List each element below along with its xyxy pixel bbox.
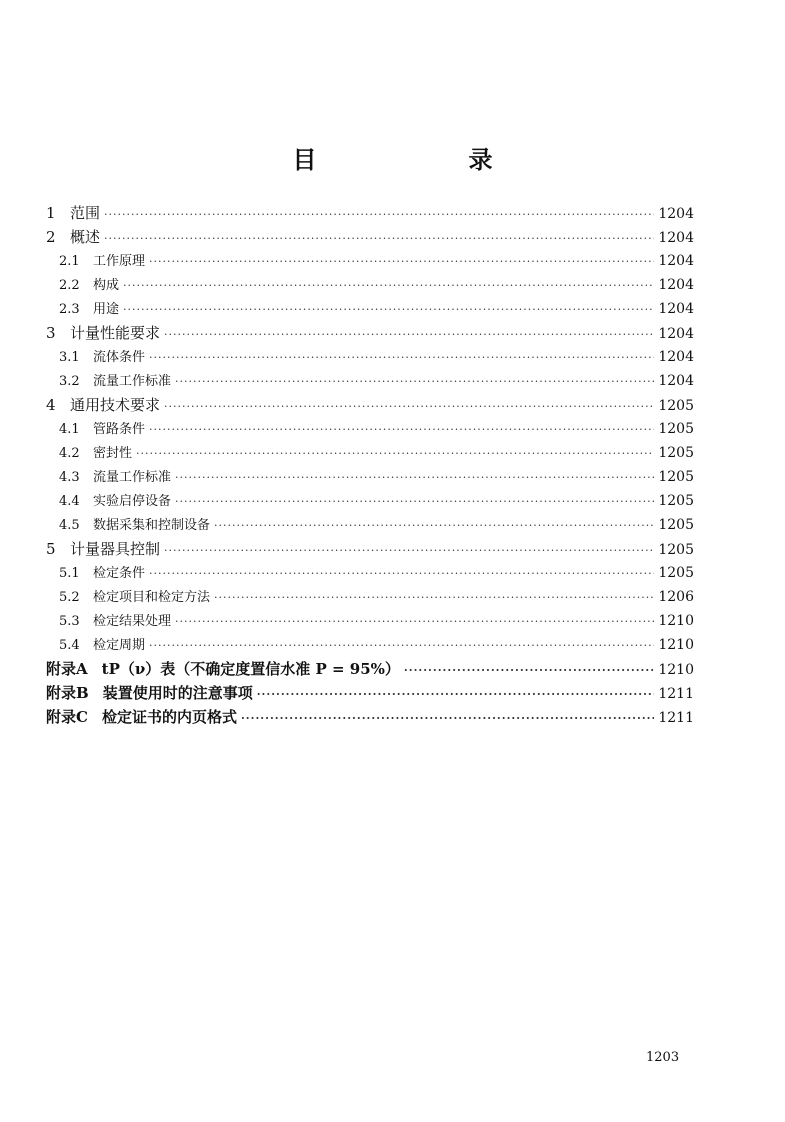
toc-entry-label: 计量器具控制 (70, 540, 161, 558)
toc-entry-page: 1204 (658, 230, 694, 246)
toc-entry[interactable] (46, 465, 694, 489)
toc-entry[interactable] (46, 297, 694, 321)
toc-entry-label: 工作原理 (93, 254, 146, 269)
toc-entry-number: 4.2 (59, 446, 80, 461)
toc-entry-label: 计量性能要求 (70, 324, 161, 342)
toc-entry-page: 1204 (658, 301, 694, 317)
toc-entry-label: 流体条件 (93, 350, 146, 365)
toc-entry-label: 检定条件 (93, 566, 146, 581)
toc-entry[interactable] (46, 633, 694, 657)
toc-entry-page: 1206 (658, 589, 694, 605)
toc-entry-label: 管路条件 (93, 422, 146, 437)
dot-leader (257, 683, 655, 705)
toc-entry-page: 1205 (658, 445, 694, 461)
dot-leader (175, 490, 654, 513)
dot-leader (123, 298, 654, 321)
dot-leader (404, 659, 654, 681)
toc-entry-page: 1204 (658, 373, 694, 389)
toc-entry-number: 4.3 (59, 470, 80, 485)
toc-entry-label: 密封性 (93, 446, 133, 461)
toc-entry[interactable] (46, 537, 694, 561)
toc-entry-number: 3 (46, 324, 56, 342)
dot-leader (104, 203, 654, 225)
dot-leader (175, 466, 654, 489)
toc-entry[interactable] (46, 489, 694, 513)
dot-leader (175, 370, 654, 393)
toc-appendix-entry[interactable] (46, 681, 694, 705)
toc-entry-label: 数据采集和控制设备 (93, 518, 211, 533)
toc-entry-page: 1204 (658, 277, 694, 293)
toc-entry-page: 1204 (658, 253, 694, 269)
toc-entry-page: 1205 (658, 469, 694, 485)
toc-entry-label: 检定结果处理 (93, 614, 172, 629)
toc-entry[interactable] (46, 417, 694, 441)
toc-entry-number: 4 (46, 396, 56, 414)
toc-entry-number: 5.2 (59, 590, 80, 605)
dot-leader (164, 323, 654, 345)
toc-entry-label: 检定周期 (93, 638, 146, 653)
toc-entry-number: 3.1 (59, 350, 80, 365)
toc-entry-number: 5.1 (59, 566, 80, 581)
toc-entry-label: 装置使用时的注意事项 (102, 684, 253, 702)
dot-leader (175, 610, 654, 633)
dot-leader (149, 250, 654, 273)
toc-entry-number: 附录A (46, 660, 88, 678)
toc-entry-label: 检定项目和检定方法 (93, 590, 211, 605)
toc-appendix-entry[interactable] (46, 657, 694, 681)
toc-entry-number: 5 (46, 540, 56, 558)
toc-entry-number: 附录C (46, 708, 88, 726)
toc-entry-page: 1205 (658, 565, 694, 581)
toc-entry-label: 流量工作标准 (93, 470, 172, 485)
dot-leader (136, 442, 654, 465)
toc-entry-page: 1205 (658, 398, 694, 414)
toc-entry-page: 1211 (658, 710, 694, 726)
toc-entry-label: 检定证书的内页格式 (101, 708, 237, 726)
toc-entry[interactable] (46, 393, 694, 417)
toc-entry[interactable] (46, 513, 694, 537)
toc-entry-page: 1211 (658, 686, 694, 702)
dot-leader (241, 707, 654, 729)
toc-entry-page: 1204 (658, 206, 694, 222)
toc-entry-number: 2 (46, 228, 56, 246)
toc-entry-number: 3.2 (59, 374, 80, 389)
page-title: 目 录 (292, 146, 557, 174)
toc-entry-number: 4.4 (59, 494, 80, 509)
toc-entry[interactable] (46, 225, 694, 249)
dot-leader (149, 418, 654, 441)
toc-entry[interactable] (46, 609, 694, 633)
toc-entry-label: 概述 (70, 228, 101, 246)
toc-entry[interactable] (46, 369, 694, 393)
toc-entry[interactable] (46, 441, 694, 465)
page-number: 1203 (646, 1050, 680, 1065)
toc-entry-number: 2.1 (59, 254, 80, 269)
toc-entry-page: 1204 (658, 349, 694, 365)
toc-entry-number: 附录B (46, 684, 89, 702)
toc-entry-number: 1 (46, 204, 56, 222)
toc-entry-page: 1205 (658, 517, 694, 533)
toc-entry-label: 构成 (93, 278, 120, 293)
dot-leader (149, 634, 654, 657)
table-of-contents (46, 201, 694, 729)
toc-entry-label: 实验启停设备 (93, 494, 172, 509)
toc-entry-page: 1210 (658, 662, 694, 678)
toc-entry[interactable] (46, 249, 694, 273)
dot-leader (149, 562, 654, 585)
dot-leader (104, 227, 654, 249)
dot-leader (214, 586, 654, 609)
toc-entry-page: 1210 (658, 637, 694, 653)
toc-entry-number: 4.5 (59, 518, 80, 533)
toc-appendix-entry[interactable] (46, 705, 694, 729)
toc-entry-page: 1205 (658, 493, 694, 509)
toc-entry-number: 4.1 (59, 422, 80, 437)
toc-entry-page: 1210 (658, 613, 694, 629)
toc-entry-number: 2.2 (59, 278, 80, 293)
toc-entry-page: 1205 (658, 421, 694, 437)
toc-entry-page: 1205 (658, 542, 694, 558)
dot-leader (123, 274, 654, 297)
toc-entry-label: 范围 (70, 204, 101, 222)
toc-entry-number: 5.3 (59, 614, 80, 629)
toc-entry-number: 2.3 (59, 302, 80, 317)
toc-entry[interactable] (46, 321, 694, 345)
toc-entry[interactable] (46, 585, 694, 609)
toc-entry-label: 通用技术要求 (70, 396, 161, 414)
dot-leader (164, 395, 654, 417)
toc-entry[interactable] (46, 561, 694, 585)
toc-entry-page: 1204 (658, 326, 694, 342)
toc-entry-label: 流量工作标准 (93, 374, 172, 389)
toc-entry[interactable] (46, 273, 694, 297)
toc-entry[interactable] (46, 345, 694, 369)
toc-entry[interactable] (46, 201, 694, 225)
dot-leader (164, 539, 654, 561)
toc-entry-label: 用途 (93, 302, 120, 317)
dot-leader (149, 346, 654, 369)
toc-entry-number: 5.4 (59, 638, 80, 653)
dot-leader (214, 514, 654, 537)
toc-entry-label: tP（ν）表（不确定度置信水准 P = 95%） (101, 660, 400, 678)
